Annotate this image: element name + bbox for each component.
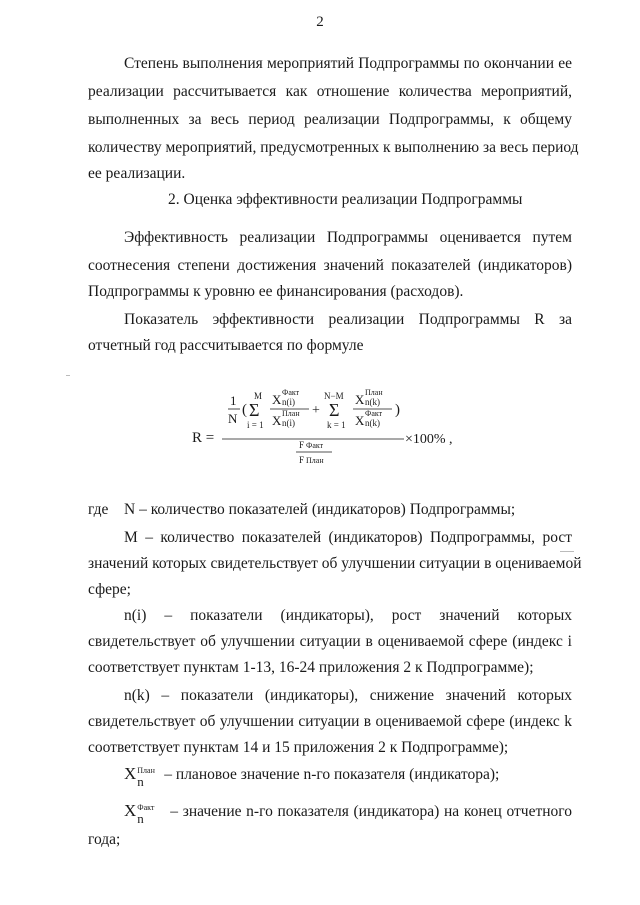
formula-one: 1 [230,393,237,408]
para1-line2: реализации рассчитывается как отношение количества мероприятий, [88,83,572,100]
para3-line2: отчетный год рассчитывается по формуле [88,337,364,354]
formula-ni2: n(i) [282,418,295,428]
para1-line5: ее реализации. [88,165,186,182]
def-n: N – количество показателей (индикаторов) Подпрограммы; [124,501,516,518]
scan-artifact [66,375,70,376]
formula-pct: ×100% , [405,432,453,447]
formula-n: N [228,411,238,426]
formula-x1-bottom: X [272,413,282,428]
formula-nm-top: N−M [324,391,344,401]
formula-lhs: R = [192,430,215,446]
formula-plan1: План [282,409,300,418]
def-gde: где [88,501,109,518]
formula-m-top: M [254,391,263,401]
xplan-symbol-sup: План [137,766,155,775]
def-xplan [124,764,572,789]
formula-x1-top: X [272,392,282,407]
formula-nk2: n(k) [365,418,380,428]
svg-text:Σ: Σ [249,400,260,420]
formula-ni1: n(i) [282,397,295,407]
para2-line1: Эффективность реализации Подпрограммы оценивается путем [124,229,572,246]
xfakt-text: – значение n-го показателя (индикатора) на конец отчетного [170,803,572,820]
formula-i-bottom: i = 1 [247,420,264,430]
formula-f-fakt: Факт [306,441,324,450]
def-m-line3: сфере; [88,581,131,598]
formula-f-plan: План [306,456,324,465]
formula-plan2: План [365,388,383,397]
formula-k-bottom: k = 1 [327,420,346,430]
def-nk-line1: n(k) – показатели (индикаторы), снижение значений которых [124,687,572,704]
def-m-line2: значений которых свидетельствует об улучшении ситуации в оцениваемой [88,555,582,572]
def-ni-line1: n(i) – показатели (индикаторы), рост значений которых [124,607,572,624]
formula-x2-bottom: X [355,413,365,428]
formula-f2: F [299,455,305,465]
page-number: 2 [316,14,324,30]
efficiency-formula [192,378,492,488]
para1-line1: Степень выполнения мероприятий Подпрограммы по окончании ее [124,55,572,72]
xplan-symbol-sub: n [137,774,144,789]
def-ni-line2: свидетельствует об улучшении ситуации в оцениваемой сфере (индекс i [88,633,572,650]
formula-nk1: n(k) [365,397,380,407]
def-m-line1: M – количество показателей (индикаторов) Подпрограммы, рост [124,529,572,546]
svg-text:+: + [312,403,320,418]
section-heading: 2. Оценка эффективности реализации Подпрограммы [168,191,523,208]
def-ni-line3: соответствует пунктам 1-13, 16-24 приложения 2 к Подпрограмме); [88,659,534,676]
para1-line4: количеству мероприятий, предусмотренных к выполнению за весь период [88,139,579,156]
formula-fakt2: Факт [365,409,383,418]
formula-x2-top: X [355,392,365,407]
xfakt-symbol-x: X [124,801,137,820]
para2-line2: соотнесения степени достижения значений показателей (индикаторов) [88,257,572,274]
para1-line3: выполненных за весь период реализации Подпрограммы, к общему [88,111,572,128]
para3-line1: Показатель эффективности реализации Подпрограммы R за [124,311,572,328]
svg-text:Σ: Σ [329,400,340,420]
def-last: года; [88,831,121,848]
scan-artifact [560,551,574,552]
xplan-symbol-x: X [124,764,137,783]
formula-fakt1: Факт [282,388,300,397]
xfakt-symbol-sub: n [137,811,144,826]
formula-f1: F [299,440,305,450]
svg-text:(: ( [242,402,247,418]
para2-line3: Подпрограммы к уровню ее финансирования (расходов). [88,283,464,300]
xplan-text: – плановое значение n-го показателя (индикатора); [164,766,500,783]
xfakt-symbol-sup: Факт [137,803,155,812]
def-nk-line2: свидетельствует об улучшении ситуации в оцениваемой сфере (индекс k [88,713,572,730]
def-xfakt [124,801,572,826]
def-nk-line3: соответствует пунктам 14 и 15 приложения 2 к Подпрограмме); [88,739,509,756]
svg-text:): ) [395,402,400,418]
